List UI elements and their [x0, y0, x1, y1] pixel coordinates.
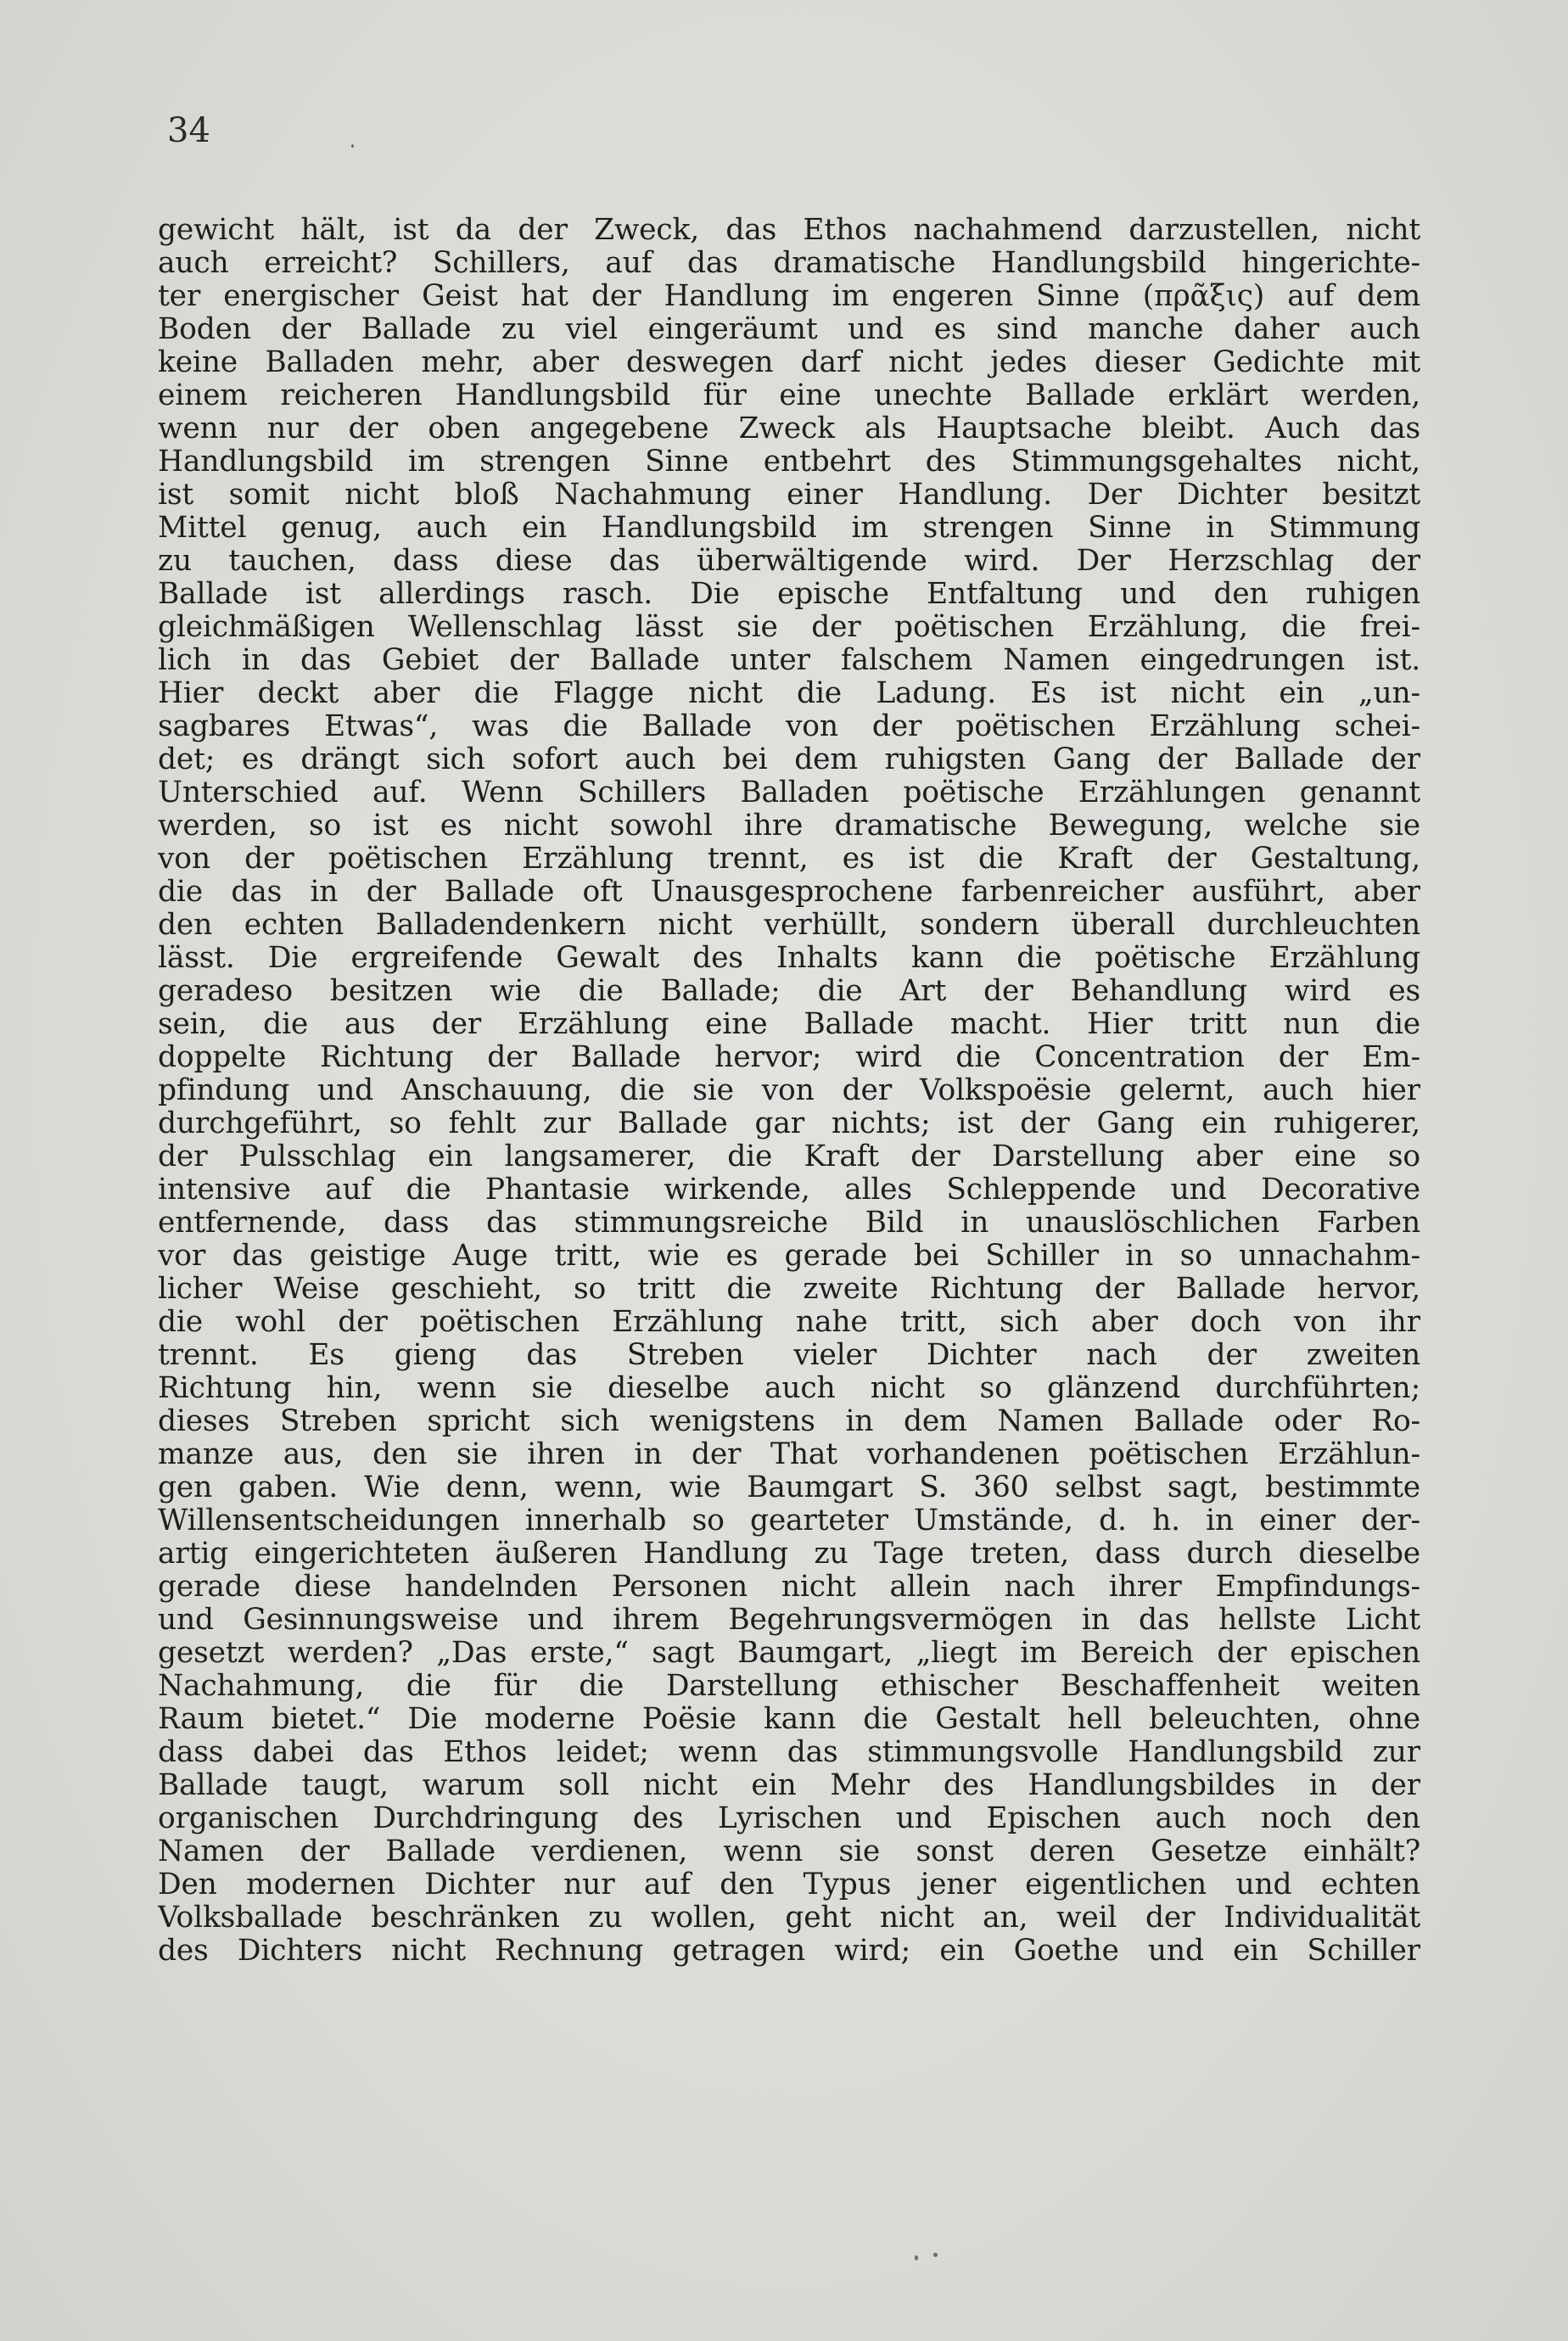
text-line: entfernende, dass das stimmungsreiche Bild in unauslöschlichen Farben	[158, 1207, 1420, 1240]
text-line: die das in der Ballade oft Unausgesprochene farbenreicher ausführt, aber	[158, 876, 1420, 909]
text-line: gen gaben. Wie denn, wenn, wie Baumgart S. 360 selbst sagt, bestimmte	[158, 1471, 1420, 1504]
text-line: sagbares Etwas“, was die Ballade von der poëtischen Erzählung schei-	[158, 710, 1420, 743]
text-line: den echten Balladendenkern nicht verhüllt, sondern überall durchleuchten	[158, 909, 1420, 942]
text-line: artig eingerichteten äußeren Handlung zu Tage treten, dass durch dieselbe	[158, 1537, 1420, 1571]
text-line: manze aus, den sie ihren in der That vorhandenen poëtischen Erzählun-	[158, 1438, 1420, 1471]
text-line: lich in das Gebiet der Ballade unter falschem Namen eingedrungen ist.	[158, 644, 1420, 677]
text-line: Namen der Ballade verdienen, wenn sie sonst deren Gesetze einhält?	[158, 1835, 1420, 1868]
text-line: pfindung und Anschauung, die sie von der Volkspoësie gelernt, auch hier	[158, 1074, 1420, 1107]
text-line: werden, so ist es nicht sowohl ihre dramatische Bewegung, welche sie	[158, 809, 1420, 843]
text-line: organischen Durchdringung des Lyrischen und Epischen auch noch den	[158, 1802, 1420, 1835]
text-line: det; es drängt sich sofort auch bei dem ruhigsten Gang der Ballade der	[158, 743, 1420, 776]
text-line: Ballade ist allerdings rasch. Die epische Entfaltung und den ruhigen	[158, 578, 1420, 611]
text-line: von der poëtischen Erzählung trennt, es ist die Kraft der Gestaltung,	[158, 843, 1420, 876]
text-line: dass dabei das Ethos leidet; wenn das stimmungsvolle Handlungsbild zur	[158, 1736, 1420, 1769]
text-line: zu tauchen, dass diese das überwältigende wird. Der Herzschlag der	[158, 545, 1420, 578]
text-line: licher Weise geschieht, so tritt die zweite Richtung der Ballade hervor,	[158, 1273, 1420, 1306]
text-line: trennt. Es gieng das Streben vieler Dichter nach der zweiten	[158, 1339, 1420, 1372]
text-line: der Pulsschlag ein langsamerer, die Kraft der Darstellung aber eine so	[158, 1140, 1420, 1173]
text-line: Richtung hin, wenn sie dieselbe auch nicht so glänzend durchführten;	[158, 1372, 1420, 1405]
text-line: Ballade taugt, warum soll nicht ein Mehr des Handlungsbildes in der	[158, 1769, 1420, 1802]
text-line: keine Balladen mehr, aber deswegen darf nicht jedes dieser Gedichte mit	[158, 346, 1420, 379]
text-line: Mittel genug, auch ein Handlungsbild im strengen Sinne in Stimmung	[158, 512, 1420, 545]
text-line: und Gesinnungsweise und ihrem Begehrungsvermögen in das hellste Licht	[158, 1604, 1420, 1637]
text-line: des Dichters nicht Rechnung getragen wird; ein Goethe und ein Schiller	[158, 1935, 1420, 1968]
text-line: Unterschied auf. Wenn Schillers Balladen poëtische Erzählungen genannt	[158, 776, 1420, 809]
text-line: einem reicheren Handlungsbild für eine unechte Ballade erklärt werden,	[158, 379, 1420, 412]
text-line: die wohl der poëtischen Erzählung nahe tritt, sich aber doch von ihr	[158, 1306, 1420, 1339]
text-line: vor das geistige Auge tritt, wie es gerade bei Schiller in so unnachahm-	[158, 1240, 1420, 1273]
text-line: Den modernen Dichter nur auf den Typus jener eigentlichen und echten	[158, 1868, 1420, 1901]
text-line: durchgeführt, so fehlt zur Ballade gar nichts; ist der Gang ein ruhigerer,	[158, 1107, 1420, 1140]
text-line: ist somit nicht bloß Nachahmung einer Handlung. Der Dichter besitzt	[158, 479, 1420, 512]
text-line: dieses Streben spricht sich wenigstens in dem Namen Ballade oder Ro-	[158, 1405, 1420, 1438]
text-line: gesetzt werden? „Das erste,“ sagt Baumgart, „liegt im Bereich der epischen	[158, 1637, 1420, 1670]
text-line: Handlungsbild im strengen Sinne entbehrt des Stimmungsgehaltes nicht,	[158, 445, 1420, 479]
text-line: Nachahmung, die für die Darstellung ethischer Beschaffenheit weiten	[158, 1670, 1420, 1703]
text-line: gerade diese handelnden Personen nicht allein nach ihrer Empfindungs-	[158, 1571, 1420, 1604]
page-number: 34	[167, 111, 210, 150]
text-line: sein, die aus der Erzählung eine Ballade macht. Hier tritt nun die	[158, 1008, 1420, 1041]
text-line: Hier deckt aber die Flagge nicht die Ladung. Es ist nicht ein „un-	[158, 677, 1420, 710]
paper-speck	[933, 2253, 938, 2257]
text-line: gewicht hält, ist da der Zweck, das Ethos nachahmend darzustellen, nicht	[158, 214, 1420, 247]
paper-speck	[351, 144, 354, 148]
text-line: doppelte Richtung der Ballade hervor; wird die Concentration der Em-	[158, 1041, 1420, 1074]
text-line: Willensentscheidungen innerhalb so gearteter Umstände, d. h. in einer der-	[158, 1504, 1420, 1537]
text-line: lässt. Die ergreifende Gewalt des Inhalts kann die poëtische Erzählung	[158, 942, 1420, 975]
text-line: gleichmäßigen Wellenschlag lässt sie der poëtischen Erzählung, die frei-	[158, 611, 1420, 644]
text-line: auch erreicht? Schillers, auf das dramatische Handlungsbild hingerichte-	[158, 247, 1420, 280]
text-line: Boden der Ballade zu viel eingeräumt und es sind manche daher auch	[158, 313, 1420, 346]
body-text	[158, 214, 1420, 1968]
text-line: intensive auf die Phantasie wirkende, alles Schleppende und Decorative	[158, 1173, 1420, 1207]
text-line: Volksballade beschränken zu wollen, geht nicht an, weil der Individualität	[158, 1901, 1420, 1935]
paper-speck	[915, 2255, 918, 2260]
text-line: geradeso besitzen wie die Ballade; die Art der Behandlung wird es	[158, 975, 1420, 1008]
text-line: Raum bietet.“ Die moderne Poësie kann die Gestalt hell beleuchten, ohne	[158, 1703, 1420, 1736]
text-line: wenn nur der oben angegebene Zweck als Hauptsache bleibt. Auch das	[158, 412, 1420, 445]
text-line: ter energischer Geist hat der Handlung im engeren Sinne (πρᾶξις) auf dem	[158, 280, 1420, 313]
